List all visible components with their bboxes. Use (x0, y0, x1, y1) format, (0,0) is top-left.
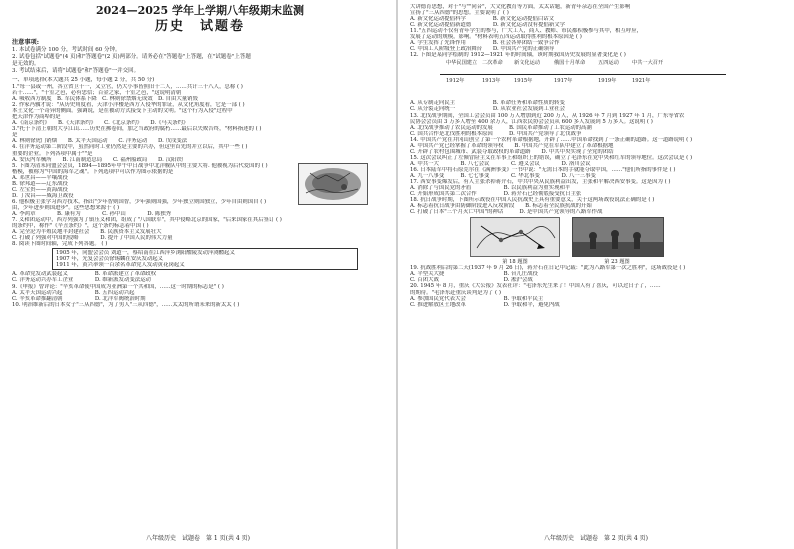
question-line: 由，少年进步则国进步"。这些思想来源于 ( ) (12, 204, 120, 211)
question-line: C. 新文化运动提倡新道德 D. 新文化运动没有提倡新文学 (410, 22, 566, 29)
exam-title: 2024—2025 学年上学期八年级期末监测 (95, 4, 305, 17)
question-line: 6. 他积极主张学习西方技术，指出"少年智则国智，少年强则国强，少年独立则国独立，少年自由则国自 ( ) (12, 198, 267, 205)
question-line: B. 徐邦道——辽东战役 (12, 180, 68, 187)
question-line: 8. 阅读下图时间轴，完成下列各题。 ( ) (12, 241, 108, 248)
question-line: 14. 中国共产党在井冈山创立了第一个农村革命根据地，开辟了……中国革命找到了一条正确的道路。这一道路说明 ( ) (410, 136, 693, 143)
question-line: 宣扬了"三从四德"的思想。主要说明了 ( ) (410, 10, 509, 17)
question-line: A. 中国共产党已经掌握了革命的领导权 B. 中国共产党在军队中建立了革命根据地 (410, 142, 614, 149)
timeline-year: 1921年 (632, 78, 651, 85)
material-line: 1907 年，光复会会员徐锡麟在安庆发动起义 (56, 256, 164, 263)
question-line: 是 (12, 132, 18, 139)
notes-heading: 注意事项: (12, 39, 40, 46)
question-line: 10. 明治维新后的日本女子"三从四德"，为了男人"三从四德"，……太太的所谓未来的新太太 ( ) (12, 301, 240, 308)
timeline-year: 1913年 (482, 78, 501, 85)
question-line: A. 标志着抗日战争由防御阶段进入反攻阶段 B. 标志着全民族抗战的开始 (410, 203, 592, 210)
question-line: A. 消除了与国民党的矛盾 B. 以民族利益为重实现和平 (410, 185, 571, 192)
timeline-event: 中共一大召开 (632, 60, 664, 67)
timeline-year: 1912年 (446, 78, 465, 85)
note-line: 是无效的。 (12, 61, 40, 67)
page-footer: 八年级历史 试题卷 第 1 页(共 4 页) (146, 535, 250, 542)
question-line: 重要的企业。下列各项中属于""是 (12, 150, 93, 157)
question-line: A. 革命党发动武装起义 B. 革命派建立了革命政权 (12, 271, 157, 278)
timeline-event: 五四运动 (598, 60, 619, 67)
question-line: A. 参加国民党代表大会 B. 争取和平民主 (410, 295, 544, 302)
question-line: A. 吸收西方制度 B. 军民体系下降 C. 林则徐禁烟无成效 D. 自由大量销毁 (12, 96, 198, 103)
question-line: C. 百团大战 D. 淞沪会战 (410, 277, 533, 284)
battle-map-figure (470, 217, 560, 257)
question-line: A. 安庆内军械所 B. 江南制造总局 C. 福州船政局 D. 汉阳铁厂 (12, 156, 188, 163)
exam-subtitle: 历史 试题卷 (154, 19, 245, 34)
question-line: 17. 西安事变爆发后，有人主张杀掉蒋介石，中共中央从民族利益出发，主张和平解决西安事变。这是因为 ( ) (410, 179, 671, 186)
question-line: 大讲德育思想，对于"与""同音"，大文化教育等方面，太太话题，新青年杂志在全国产生影响 (410, 4, 631, 10)
question-line: A. 从专制走向民主 B. 革命任务和革命性质的转变 (410, 100, 565, 107)
question-line: A. 九一八事变 B. 七七事变 C. 华北事变 D. 八一三事变 (410, 172, 596, 179)
historical-photo-figure (572, 217, 664, 257)
timeline-event: 新文化运动 (514, 60, 540, 67)
note-line: 1. 本试卷满分 100 分，考试时间 60 分钟。 (12, 47, 121, 53)
page-footer: 八年级历史 试题卷 第 2 页(共 4 页) (544, 535, 648, 542)
exam-page-2 (398, 0, 794, 549)
timeline-event: 中华民国建立 (446, 60, 478, 67)
question-line: C. 打破了列强对中国的侵略 D. 提升了中国人民的伟大力量 (12, 235, 173, 242)
question-line: C. 开辟了农村包围城市、武装夺取政权的革命道路 D. 中共中央实现了全党的团结 (410, 148, 614, 155)
question-line: 本土文化一个奇异的侧面。强调说，是在被动方式接受下主动的文明。"这个行为入侵"过程中 (12, 108, 233, 115)
question-line: A. 新文化运动提倡科学 B. 新文化运动提倡白话文 (410, 16, 555, 23)
question-line: 4. 在洋务运动第二阶段中，虽然同时工业仍然是主要的兴办，但这里首先的并立以后，其中一些 ( ) (12, 144, 248, 151)
question-line: C. 打破了日本"三个月灭亡中国"的神话 D. 是中国共产党领导的八路军作战 (410, 209, 603, 216)
question-line: 楷模，被称为"中国的海军之魂"。下列选项中可以作为图示依据的是 (12, 168, 174, 175)
question-line: 11."五四运动不仅有青年学生的参与，广大工人，商人、教师、市民都积极参与其中，相互呼应， (410, 28, 643, 35)
exam-page-1 (0, 0, 396, 549)
question-line: 民协会会员由 3 万多人增至 400 余万人，江西农民协会会员从 600 多人发展到 5 万多人。这说明 ( ) (410, 118, 653, 125)
question-line: C. 中国工人阶级登上政治舞台 D. 中国共产党的正确领导 (410, 46, 555, 53)
section-heading: 一、单项选择(本大题共 25 小题，每小题 2 分，共 50 分) (12, 77, 155, 83)
question-line: 发展了运动的规模，影响。"材料表明五四运动取得胜利的根本原因是 ( ) (410, 34, 582, 41)
history-timeline (410, 60, 786, 98)
question-line: A. 林则徐虎门销烟 B. 太平天国运动 C. 洋务运动 D. 戊戌变法 (12, 138, 188, 145)
question-line: 18. 抗日战争时期，下图所示战役在中国人民抗战史上具有重要意义，关于这两场战役说法正确的是 ( ) (410, 197, 655, 204)
material-box (52, 248, 358, 270)
question-line: 20. 1945 年 8 月，重庆《大公报》发表社评："毛泽东先生来了！中国人有了喜庆，可以过日子了，…… (410, 283, 661, 290)
question-line: A. 李鸿章 B. 康有为 C. 孙中山 D. 陈独秀 (12, 210, 171, 217)
question-line: 1."每一县或一州，各立省卫十一，又立官，仍大小事皆照旧十二人，……共计三十八人，总称 ( ) (12, 84, 243, 90)
question-line: 若干……"，"十室之邑，必有忠信；百金之家，十室之邑，"这说明清朝 (12, 90, 182, 97)
question-line: C. 左宝贵——黄海战役 (12, 186, 68, 193)
question-line: A. 北伐战争推动了农民运动的发展 B. 国民革命推动了工农运动的高潮 (410, 124, 592, 131)
question-line: C. 从分裂走向统一 D. 从农业社会发展到工业社会 (410, 106, 566, 113)
timeline-event: 二次革命 (482, 60, 503, 67)
question-line: 15. 这次会议纠正了左倾冒险主义在军事上和组织上的错误，确立了毛泽东在党中央和红军的领导地位。这次会议是 ( ) (410, 154, 693, 161)
question-line: 2. 作家冯骥才说："从历史角度看，天津小洋楼是西方人侵华的罪证，从文化角度看，它是一部 ( ) (12, 102, 245, 109)
question-line: 5. 下图为清末同盟会会员，1894—1895年甲午中日战争中北洋舰队中的主要大将. 他被视为后代爱国的 ( ) (12, 162, 268, 169)
question-line: 7. 义和团运动中，西方列强为了镇压义和团，组成了"八国联军"，其中侵略北京的国家，"后来国家在其后签订 ( ) (12, 217, 282, 224)
question-line: 19. 抗战胜利后的第二天(1937 年 9 月 26 日)，蒋介石在日记中记载："此为八路军第一次之胜利"，这场战役是 ( ) (410, 265, 686, 272)
question-line: 13. 北伐战争期间，全国工会会员由 100 万人增加到近 200 万人，从 1926 年 7 月到 1927 年 1 月，广东等省农 (410, 112, 685, 119)
question-line: A. 邓世昌——平壤战役 (12, 174, 68, 181)
question-line: A. 太平天国运动兴起 B. 五四运动兴起 (12, 289, 135, 296)
timeline-year: 1915年 (514, 78, 533, 85)
figure-row (410, 217, 786, 257)
question-line: 的条约中，称作"《辛丑条约》"，这个条约标志着中国 ( ) (12, 223, 149, 230)
question-line: A. 完全沦为半殖民地半封建社会 B. 民族资本主义发展壮大 (12, 229, 162, 236)
timeline-year: 1917年 (554, 78, 573, 85)
note-line: 3. 考试结束后，请将"试题卷"和"答题卷"一并交回。 (12, 68, 140, 74)
question-line: D. 丁汝昌——威海卫战役 (12, 192, 74, 199)
question-line: C. 开始形成国共第二次合作 D. 蒋介石已经彻底接受抗日主张 (410, 191, 582, 198)
question-line: C. 洋务运动兴办军工企业 D. 维新派发动变法运动 (12, 277, 151, 284)
question-line: 12. 下图是某同学绘制的 1912—1921 年的时间轴，该时期我国历史发展的显著变化是 ( ) (410, 52, 626, 59)
question-line: 把天津作为商埠的是 (12, 114, 61, 121)
material-line: 1905 年，同盟会会员 刘道一，蔡绍南在江西萍乡浏阳醴陵发动萍浏醴起义 (56, 250, 235, 257)
question-line: C. 辛亥革命推翻清朝 D. 北洋军阀统治时期 (12, 295, 146, 302)
question-5-map-figure (298, 163, 368, 205)
question-line: A. 学生发挥了先锋作用 B. 社会各界团结一致争合作 (410, 40, 560, 47)
question-line: A. 中共一大 B. 八七会议 C. 遵义会议 D. 洛川会议 (410, 160, 591, 167)
question-line: A.《南京条约》 B.《天津条约》 C.《北京条约》 D.《马关条约》 (12, 120, 189, 127)
question-line: 的期待。"毛泽东赴重庆谈判是为了 ( ) (410, 289, 501, 296)
note-line: 2. 试卷包括"试题卷"(4 页)和"答题卷"(2 页)两部分。请务必在"答题卷"上答题，在"试题卷"上答题 (12, 54, 251, 60)
question-line: C. 推进解放区土地改革 D. 争取和平，避免内战 (410, 301, 560, 308)
question-line: 3."托于下清上朝的大亨江山……历史在拂卷间，加之当政府的腐朽……最后以失败告终，"材料指述的 ( ) (12, 126, 262, 133)
material-line: 1911 年，黄兴率领一百余名革命党人发动黄花岗起义 (56, 262, 185, 269)
question-line: 9.《申报》曾评论："辛亥革命使中国成为亚洲第一个共和国，……这一时期的标志是" ( ) (12, 283, 224, 290)
timeline-year: 1919年 (598, 78, 617, 85)
timeline-axis (440, 74, 726, 75)
figure-caption: 第 18 题图 (502, 259, 528, 266)
question-line: C. 国共合作是北伐胜利的根本原因 D. 中国共产党领导了北伐战争 (410, 130, 582, 137)
question-line: A. 平型关大捷 B. 台儿庄战役 (410, 271, 538, 278)
timeline-event: 俄国十月革命 (554, 60, 586, 67)
figure-caption: 第 23 题图 (604, 259, 630, 266)
question-line: 16. 日本陆军中将石原莞尔在《满洲事变》一书中说："无需日本的手就能夺取中国，……"他们所指的事件是 ( ) (410, 166, 676, 173)
